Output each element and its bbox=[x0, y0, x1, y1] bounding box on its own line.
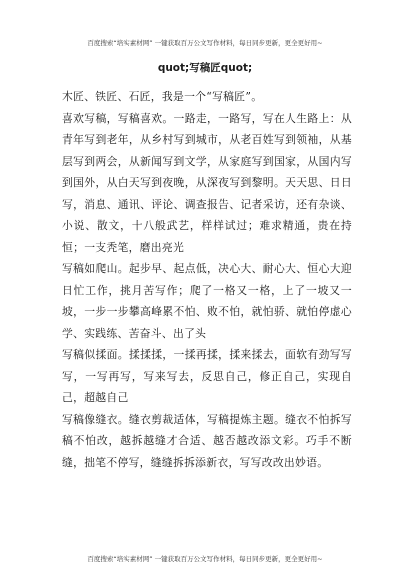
document-title: quot;写稿匠quot; bbox=[157, 62, 253, 74]
paragraph-5: 写稿像缝衣。缝衣剪裁适体，写稿提炼主题。缝衣不怕拆写稿不怕改，越拆越缝才合适、越否越改添文彩。巧手不断缝，拙笔不停写，缝缝拆拆添新衣，写写改改出妙语。 bbox=[62, 412, 352, 469]
paragraph-4: 写稿似揉面。揉揉揉，一揉再揉，揉来揉去，面软有劲写写写，一写再写，写来写去，反思自己，修正自己，实现自己，超越自己 bbox=[62, 348, 352, 404]
document-body bbox=[62, 86, 352, 473]
paragraph-1: 木匠、铁匠、石匠，我是一个“写稿匠”。 bbox=[62, 90, 263, 103]
header-banner: 百度搜索“培实素材网” 一键获取百万公文写作材料，每日同步更新，更全更好用~ bbox=[87, 39, 323, 47]
paragraph-3: 写稿如爬山。起步早、起点低，决心大、耐心大、恒心大迎日忙工作，挑月苦写作；爬了一格又一格，上了一坡又一坡，一步一步攀高峰累不怕、败不怕，就怕骄、就怕停虚心学、实践练、苦奋斗、出了头 bbox=[62, 262, 352, 340]
footer-banner: 百度搜索“培实素材网” 一键获取百万公文写作材料，每日同步更新，更全更好用~ bbox=[87, 555, 323, 563]
paragraph-2: 喜欢写稿，写稿喜欢。一路走，一路写，写在人生路上：从青年写到老年，从乡村写到城市，从老百姓写到领袖，从基层写到两会，从新闻写到文学，从家庭写到国家，从国内写到国外，从白天写到夜晚，从深夜写到黎明。天天思、日日写，消息、通讯、评论、调查报告、记者采访，还有杂谈、小说、散文，十八般武艺，样样试过；难求精通，贵在持恒；一支秃笔，磨出亮光 bbox=[62, 111, 352, 254]
